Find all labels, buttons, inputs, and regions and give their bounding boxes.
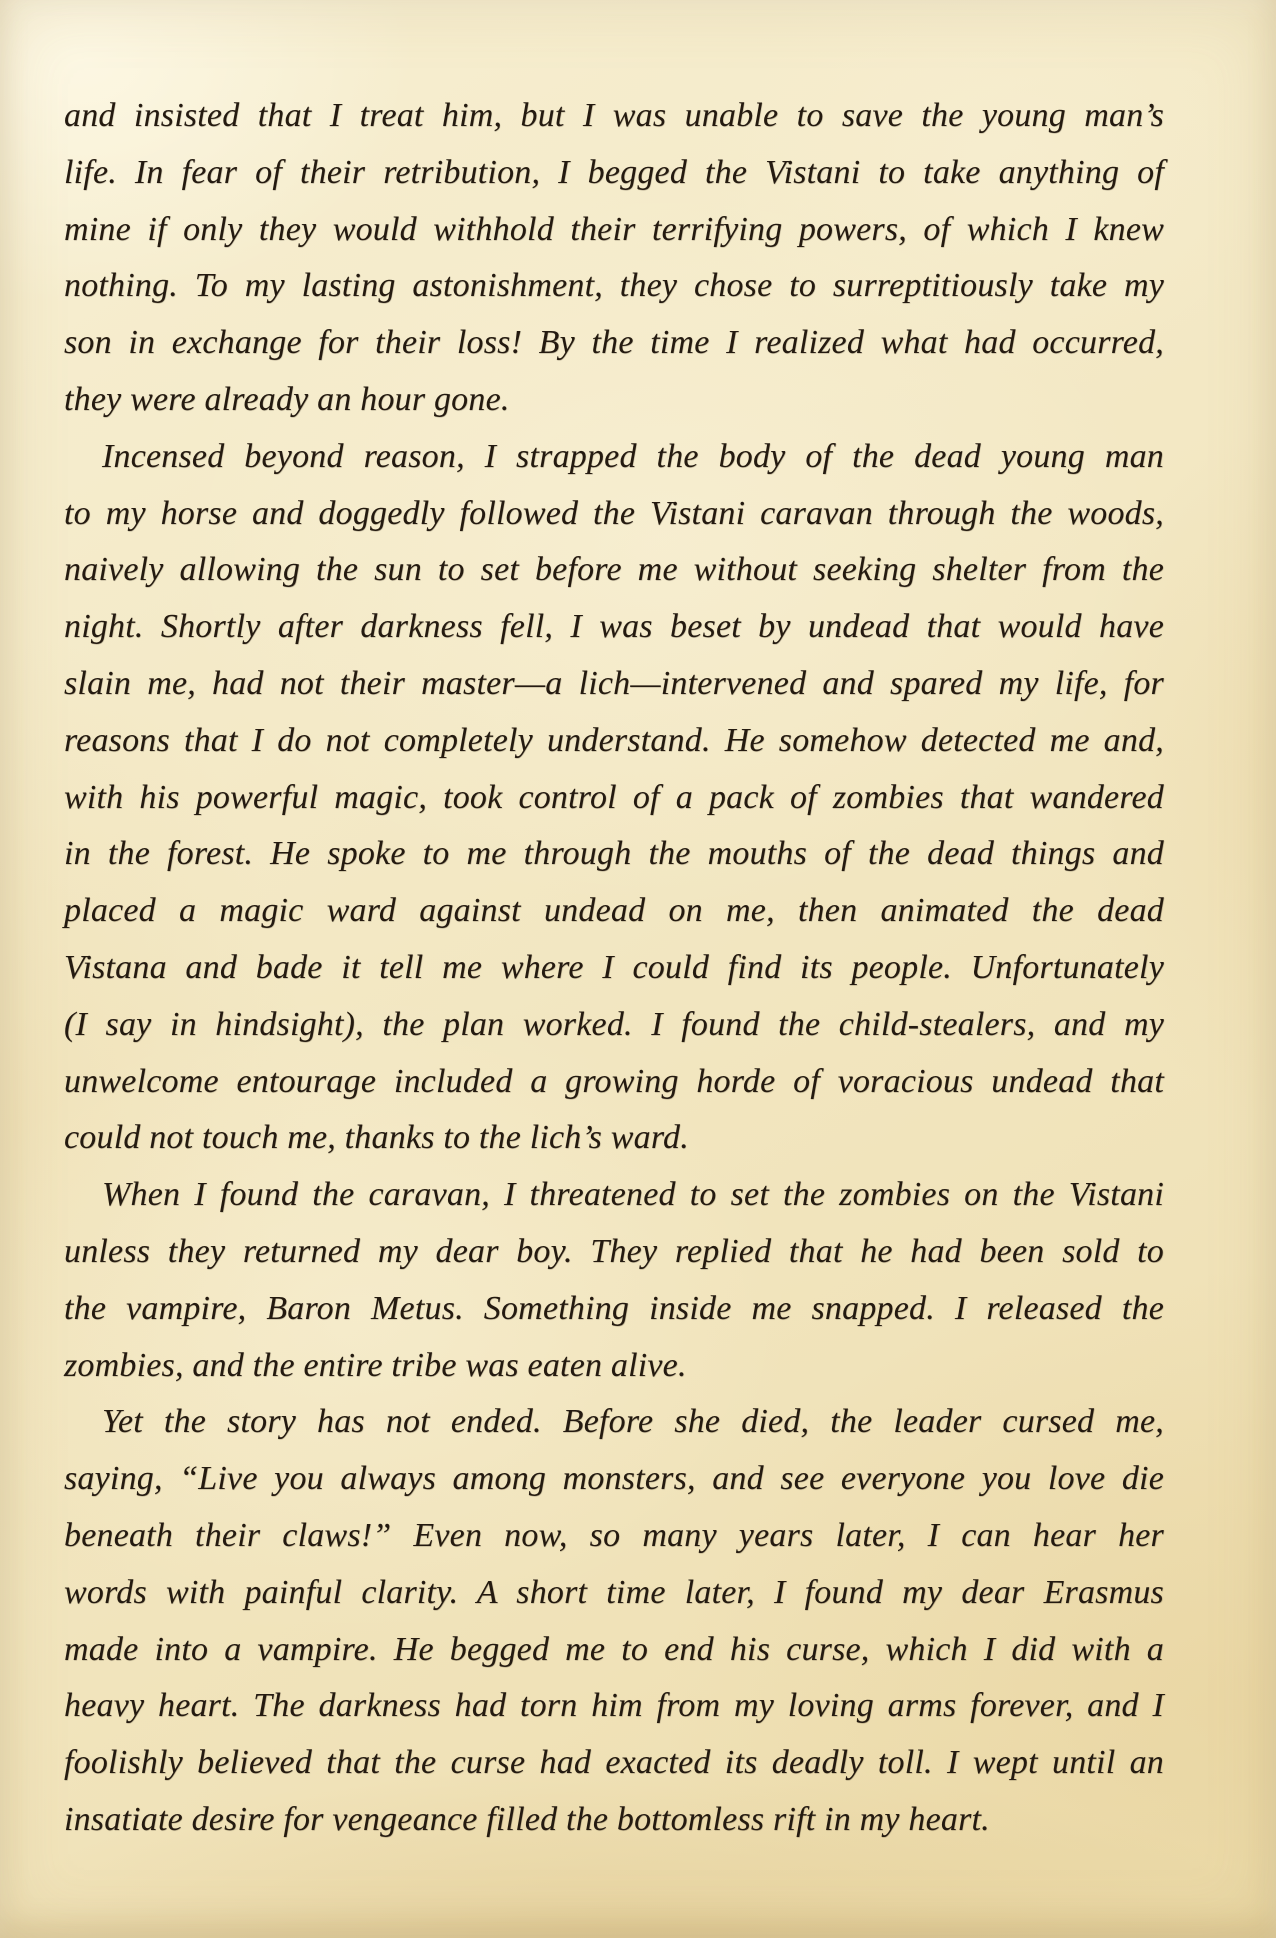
text-line: they were already an hour gone. <box>64 380 510 418</box>
text-line: saying, “Live you always among monsters, and see everyone you love die <box>64 1460 1164 1498</box>
text-line: with his powerful magic, took control of a pack of zombies that wandered <box>64 778 1164 816</box>
text-line: in the forest. He spoke to me through the mouths of the dead things and <box>64 835 1164 873</box>
text-line: words with painful clarity. A short time later, I found my dear Erasmus <box>64 1573 1164 1611</box>
text-line: reasons that I do not completely understand. He somehow detected me and, <box>64 721 1164 759</box>
text-line: insatiate desire for vengeance filled the bottomless rift in my heart. <box>64 1800 990 1838</box>
text-line: the vampire, Baron Metus. Something inside me snapped. I released the <box>64 1289 1164 1327</box>
text-line: made into a vampire. He begged me to end his curse, which I did with a <box>64 1630 1164 1668</box>
text-line: zombies, and the entire tribe was eaten alive. <box>64 1346 687 1384</box>
text-line: to my horse and doggedly followed the Vistani caravan through the woods, <box>64 494 1164 532</box>
text-line: (I say in hindsight), the plan worked. I found the child-stealers, and my <box>64 1005 1164 1043</box>
text-line: nothing. To my lasting astonishment, they chose to surreptitiously take my <box>64 267 1164 305</box>
text-line: Yet the story has not ended. Before she died, the leader cursed me, <box>102 1403 1164 1441</box>
text-line: and insisted that I treat him, but I was unable to save the young man’s <box>64 97 1164 134</box>
text-line: night. Shortly after darkness fell, I was beset by undead that would have <box>64 608 1164 646</box>
text-line: Vistana and bade it tell me where I could find its people. Unfortunately <box>64 948 1164 986</box>
text-line: unless they returned my dear boy. They replied that he had been sold to <box>64 1232 1164 1270</box>
text-line: son in exchange for their loss! By the time I realized what had occurred, <box>64 324 1164 362</box>
paragraph <box>64 88 1164 429</box>
paragraph <box>64 1394 1164 1848</box>
text-line: unwelcome entourage included a growing horde of voracious undead that <box>64 1062 1164 1100</box>
text-line: could not touch me, thanks to the lich’s ward. <box>64 1119 689 1157</box>
text-line: beneath their claws!” Even now, so many years later, I can hear her <box>64 1516 1164 1554</box>
text-line: placed a magic ward against undead on me, then animated the dead <box>64 892 1164 930</box>
manuscript-text <box>64 88 1164 1849</box>
text-line: heavy heart. The darkness had torn him from my loving arms forever, and I <box>64 1687 1164 1725</box>
paragraph <box>64 1167 1164 1394</box>
text-line: mine if only they would withhold their terrifying powers, of which I knew <box>64 210 1164 248</box>
text-line: slain me, had not their master—a lich—intervened and spared my life, for <box>64 664 1164 702</box>
text-line: Incensed beyond reason, I strapped the body of the dead young man <box>102 437 1164 475</box>
text-line: life. In fear of their retribution, I begged the Vistani to take anything of <box>64 153 1164 191</box>
text-line: naively allowing the sun to set before me without seeking shelter from the <box>64 551 1164 589</box>
text-line: foolishly believed that the curse had exacted its deadly toll. I wept until an <box>64 1744 1164 1782</box>
paragraph <box>64 429 1164 1167</box>
text-line: When I found the caravan, I threatened to set the zombies on the Vistani <box>102 1176 1164 1214</box>
